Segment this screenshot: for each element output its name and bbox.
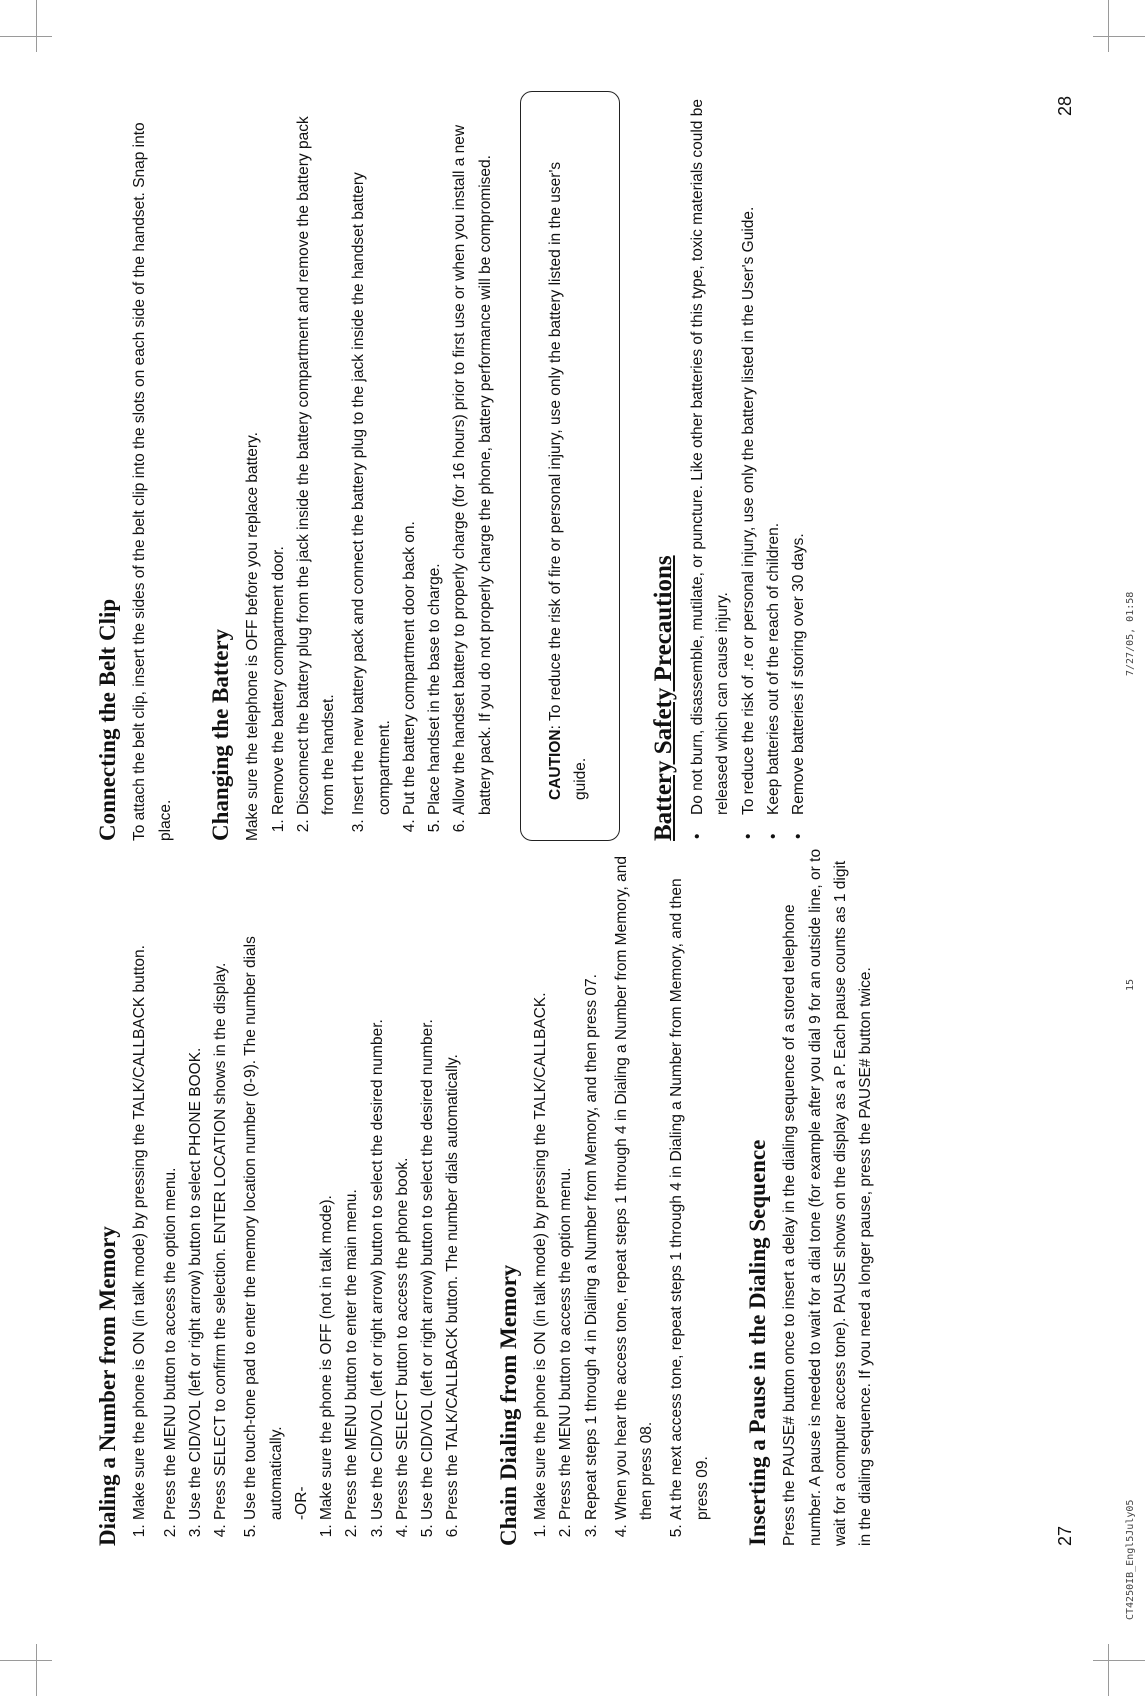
section-title: Dialing a Number from Memory <box>95 1226 120 1546</box>
page-number-right: 28 <box>1055 95 1075 116</box>
intro-text: Make sure the telephone is OFF before you replace battery. <box>244 432 262 841</box>
or-divider: -OR- <box>292 1486 310 1520</box>
step: 1. Remove the battery compartment door. <box>266 91 291 815</box>
section-title: Changing the Battery <box>207 628 233 841</box>
crop-mark <box>36 0 37 52</box>
step: 3. Use the CID/VOL (left or right arrow) button to select the desired number. <box>365 846 390 1520</box>
caution-box <box>520 91 621 841</box>
steps-list <box>314 846 466 1546</box>
caution-label: CAUTION <box>546 729 564 800</box>
step: 5. Place handset in the base to charge. <box>422 91 447 815</box>
step: 6. Press the TALK/CALLBACK button. The number dials automatically. <box>440 846 465 1520</box>
step: 2. Disconnect the battery plug from the jack inside the battery compartment and remove the battery pack from the handset. <box>291 91 342 815</box>
step: 5. Use the touch-tone pad to enter the memory location number (0-9). The number dials automatically. <box>238 846 289 1520</box>
section-chain-dialing <box>496 846 715 1546</box>
step: 2. Press the MENU button to access the option menu. <box>158 846 183 1520</box>
step: 3. Insert the new battery pack and connect the battery plug to the jack inside the handset battery compartment. <box>346 91 397 815</box>
caution-text: : To reduce the risk of fire or personal injury, use only the battery listed in the user's guide. <box>546 161 590 800</box>
bullet-item: • To reduce the risk of .re or personal injury, use only the battery listed in the User's Guide. <box>736 91 761 815</box>
section-battery-safety <box>650 91 811 841</box>
step: 3. Repeat steps 1 through 4 in Dialing a Number from Memory, and then press 07. <box>579 846 604 1520</box>
body-text: To attach the belt clip, insert the sides of the belt clip into the slots on each side of the handset. Snap into place. <box>131 122 174 841</box>
step: 2. Press the MENU button to access the option menu. <box>553 846 578 1520</box>
step: 2. Press the MENU button to enter the main menu. <box>339 846 364 1520</box>
section-belt-clip <box>95 91 178 841</box>
step: 1. Make sure the phone is ON (in talk mode) by pressing the TALK/CALLBACK. <box>528 846 553 1520</box>
step: 4. When you hear the access tone, repeat steps 1 through 4 in Dialing a Number from Memory, and then press 08. <box>609 846 660 1520</box>
section-dialing-memory <box>95 846 466 1546</box>
step: 4. Press the SELECT button to access the phone book. <box>390 846 415 1520</box>
step: 6. Allow the handset battery to properly charge (for 16 hours) prior to first use or when you install a new battery pack. If you do not properly charge the phone, battery performance will be compromised. <box>447 91 498 815</box>
page-27 <box>95 846 908 1546</box>
slug-sheet: 15 <box>1125 978 1136 991</box>
section-title: Battery Safety Precautions <box>650 555 678 841</box>
section-changing-battery <box>208 91 498 841</box>
step: 5. At the next access tone, repeat steps 1 through 4 in Dialing a Number from Memory, and then press 09. <box>664 846 715 1520</box>
step: 5. Use the CID/VOL (left or right arrow) button to select the desired number. <box>415 846 440 1520</box>
section-title: Connecting the Belt Clip <box>95 598 120 841</box>
steps-list <box>127 846 289 1546</box>
steps-list <box>266 91 498 841</box>
body-text: Press the PAUSE# button once to insert a delay in the dialing sequence of a stored telephone number. A pause is needed to wait for a dial tone (for example after you dial 9 for an outside line, or to wait for a computer access tone). PAUSE shows on the display as a P. Each pause counts as 1 digit in the dialing sequence. If you need a longer pause, press the PAUSE# button twice. <box>781 848 875 1546</box>
bullet-item: • Do not burn, disassemble, mutilate, or puncture. Like other batteries of this type, toxic materials could be released which can cause injury. <box>685 91 736 815</box>
bullet-item: • Keep batteries out of the reach of children. <box>761 91 786 815</box>
step: 4. Press SELECT to confirm the selection. ENTER LOCATION shows in the display. <box>208 846 233 1520</box>
crop-mark <box>0 1660 52 1661</box>
slug-stamp: 7/27/05, 01:58 <box>1125 591 1136 676</box>
manual-spread <box>95 0 1145 1696</box>
section-title: Inserting a Pause in the Dialing Sequence <box>744 1139 770 1546</box>
slug-file: CT4250IB_Engl5July05 <box>1125 1499 1136 1620</box>
section-pause <box>745 846 878 1546</box>
steps-list <box>528 846 715 1546</box>
step: 4. Put the battery compartment door back on. <box>397 91 422 815</box>
step: 1. Make sure the phone is ON (in talk mode) by pressing the TALK/CALLBACK button. <box>127 846 152 1520</box>
bullet-item: • Remove batteries if storing over 30 days. <box>786 91 811 815</box>
step: 1. Make sure the phone is OFF (not in talk mode). <box>314 846 339 1520</box>
page-number-left: 27 <box>1055 1525 1075 1546</box>
crop-mark <box>0 36 52 37</box>
crop-mark <box>36 1644 37 1696</box>
bullet-list <box>685 91 811 841</box>
page-28 <box>95 91 811 841</box>
section-title: Chain Dialing from Memory <box>495 1264 521 1546</box>
step: 3. Use the CID/VOL (left or right arrow) button to select PHONE BOOK. <box>183 846 208 1520</box>
